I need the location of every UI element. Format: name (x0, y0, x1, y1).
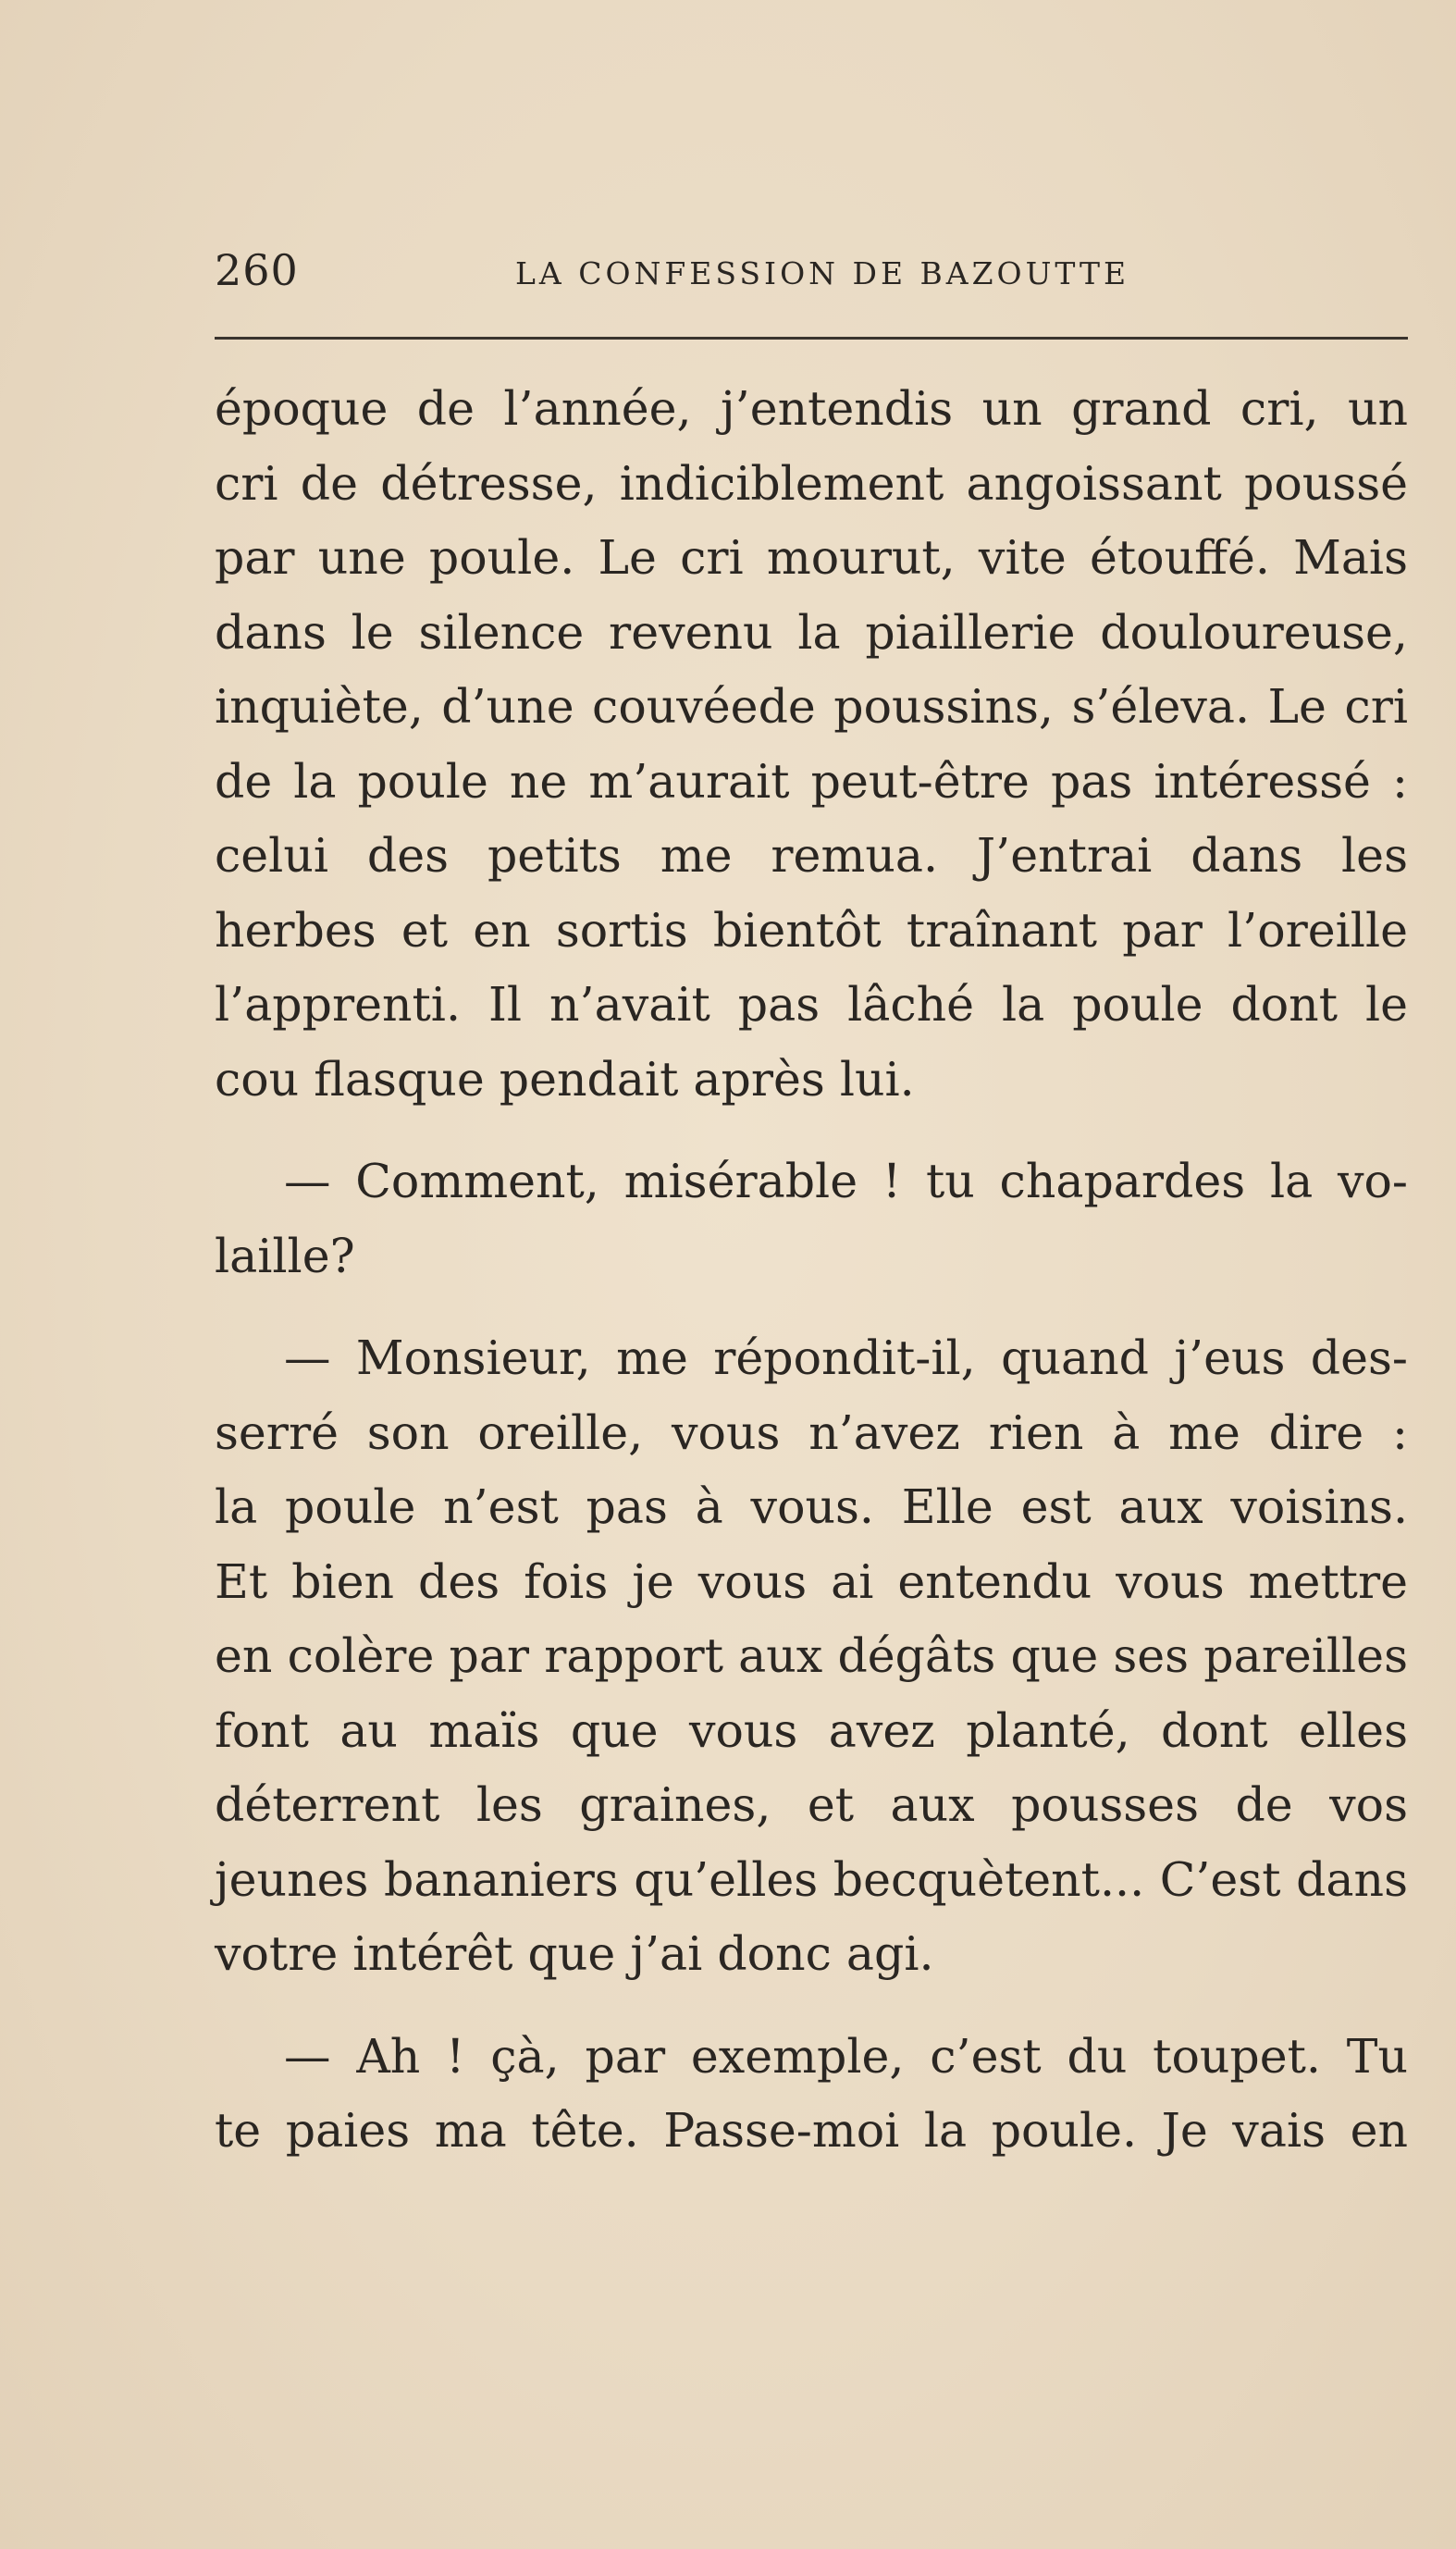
text-line: herbes et en sortis bientôt traînant par l’oreille (215, 902, 1408, 958)
text-line: inquiète, d’une couvéede poussins, s’éleva. Le cri (215, 679, 1408, 734)
text-line: déterrent les graines, et aux pousses de vos (215, 1777, 1408, 1832)
paragraph-gap (215, 1293, 1408, 1321)
paragraph-4 (215, 2020, 1408, 2169)
paragraph-1 (215, 372, 1408, 1117)
paragraph-3 (215, 1321, 1408, 1992)
text-line: votre intérêt que j’ai donc agi. (215, 1926, 934, 1981)
paragraph-2 (215, 1145, 1408, 1293)
text-line: par une poule. Le cri mourut, vite étouffé. Mais (215, 530, 1408, 585)
text-line: — Ah ! çà, par exemple, c’est du toupet. Tu (284, 2028, 1408, 2084)
text-line: dans le silence revenu la piaillerie douloureuse, (215, 604, 1408, 660)
text-line: serré son oreille, vous n’avez rien à me dire : (215, 1404, 1408, 1460)
text-line: celui des petits me remua. J’entrai dans les (215, 828, 1408, 883)
text-line: jeunes bananiers qu’elles becquètent... C’est dans (215, 1851, 1408, 1907)
text-line: la poule n’est pas à vous. Elle est aux voisins. (215, 1479, 1408, 1534)
text-line: font au maïs que vous avez planté, dont elles (215, 1702, 1408, 1758)
text-line: cri de détresse, indiciblement angoissant poussé (215, 455, 1408, 511)
body-text (215, 372, 1408, 2169)
page-number: 260 (215, 245, 299, 295)
text-line: te paies ma tête. Passe-moi la poule. Je vais en (215, 2103, 1408, 2158)
text-line: laille? (215, 1228, 355, 1283)
text-line: de la poule ne m’aurait peut-être pas intéressé : (215, 753, 1408, 809)
paragraph-gap (215, 1117, 1408, 1145)
text-line: époque de l’année, j’entendis un grand cri, un (215, 381, 1408, 436)
page-header (215, 242, 1408, 298)
text-line: l’apprenti. Il n’avait pas lâché la poule dont le (215, 977, 1408, 1032)
text-line: Et bien des fois je vous ai entendu vous mettre (215, 1553, 1408, 1609)
running-title: LA CONFESSION DE BAZOUTTE (515, 255, 1130, 291)
text-line: en colère par rapport aux dégâts que ses pareilles (215, 1628, 1408, 1683)
paragraph-gap (215, 1992, 1408, 2020)
text-line: — Monsieur, me répondit-il, quand j’eus des- (284, 1330, 1408, 1385)
text-line: cou flasque pendait après lui. (215, 1051, 915, 1107)
header-rule (215, 337, 1408, 340)
text-line: — Comment, misérable ! tu chapardes la vo- (284, 1154, 1408, 1208)
